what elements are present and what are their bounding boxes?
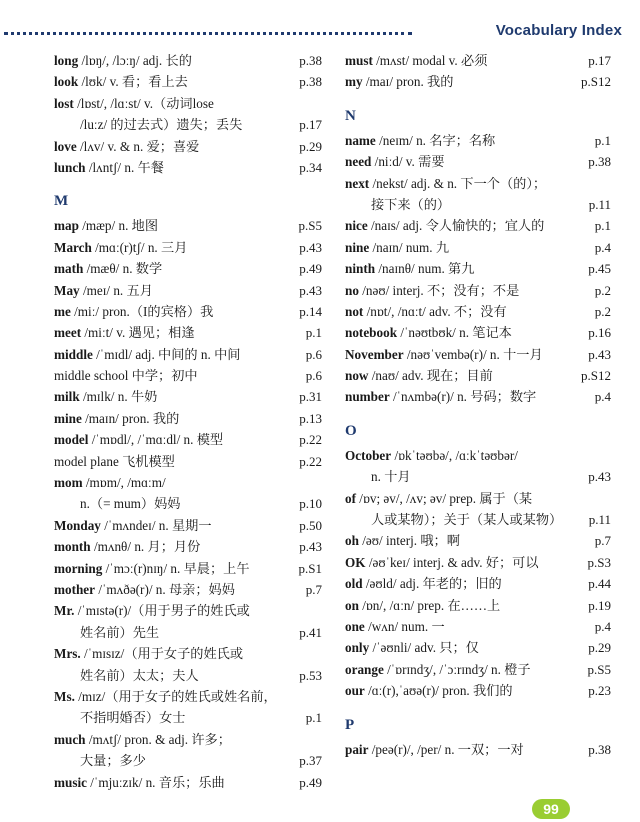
page-ref: p.1 [594, 218, 611, 234]
definition: /maɪn/ pron. 我的 [81, 410, 180, 426]
headword: pair [345, 741, 369, 757]
definition: /ˈmʌðə(r)/ n. 母亲；妈妈 [95, 581, 235, 597]
entry-continuation [345, 194, 611, 215]
definition-continued: 接下来（的） [371, 196, 451, 212]
definition: /mɪlk/ n. 牛奶 [79, 389, 158, 405]
headword: next [345, 175, 370, 191]
entry-line [54, 386, 322, 407]
vocab-entry [345, 616, 611, 637]
definition: /maɪ/ pron. 我的 [362, 74, 454, 90]
definition-continued: 人或某物）；关于（某人或某物） [371, 512, 563, 528]
vocab-entry [54, 429, 322, 450]
headword: look [54, 74, 79, 90]
entry-line [345, 680, 611, 701]
definition: /ɒn/, /ɑːn/ prep. 在……上 [358, 597, 501, 613]
page-ref: p.4 [594, 239, 611, 255]
entry-line [54, 71, 322, 92]
vocab-entry [345, 215, 611, 236]
headword: love [54, 138, 77, 154]
entry-line [54, 322, 322, 343]
definition-continued: n.（= mum）妈妈 [80, 496, 181, 512]
headword: only [345, 640, 370, 656]
definition: /lɒst/, /lɑːst/ v.（动词lose [73, 95, 214, 111]
left-column [54, 50, 322, 793]
headword: morning [54, 560, 103, 576]
vocab-entry [345, 488, 611, 531]
entry-line [345, 595, 611, 616]
entry-line [54, 536, 322, 557]
entry-line [54, 451, 322, 472]
vocab-entry [54, 344, 322, 365]
entry-line [54, 472, 322, 493]
headword: one [345, 618, 365, 634]
letter-heading: O [345, 422, 357, 439]
definition-continued: n. 十月 [371, 469, 411, 485]
entry-line [345, 386, 611, 407]
page-ref: p.4 [594, 618, 611, 634]
page-ref: p.S1 [298, 560, 322, 576]
headword: May [54, 282, 80, 298]
vocab-entry [345, 151, 611, 172]
vocab-entry [54, 558, 322, 579]
vocab-entry [345, 386, 611, 407]
vocab-entry [345, 530, 611, 551]
headword: middle school [54, 368, 129, 384]
headword: Mr. [54, 603, 75, 619]
page-ref: p.S5 [298, 218, 322, 234]
vocab-entry [345, 301, 611, 322]
page-ref: p.11 [588, 196, 611, 212]
headword: month [54, 539, 91, 555]
page-ref: p.22 [299, 432, 322, 448]
vocab-entry [54, 280, 322, 301]
letter-heading: M [54, 193, 69, 210]
definition: /naɪnθ/ num. 第九 [375, 261, 475, 277]
entry-line [54, 686, 322, 707]
vocab-entry [345, 50, 611, 71]
headword: orange [345, 661, 384, 677]
entry-line [345, 616, 611, 637]
headword: lost [54, 95, 74, 111]
entry-continuation [54, 750, 322, 771]
definition-continued: 姓名前）太太；夫人 [80, 667, 199, 683]
definition: 飞机模型 [118, 453, 175, 469]
page-ref: p.22 [299, 453, 322, 469]
vocab-entry [54, 408, 322, 429]
entry-line [345, 659, 611, 680]
vocab-entry [345, 595, 611, 616]
headword: mother [54, 581, 96, 597]
vocab-entry [345, 173, 611, 216]
page-ref: p.6 [305, 368, 322, 384]
entry-line [345, 237, 611, 258]
page-ref: p.1 [594, 132, 611, 148]
headword: music [54, 774, 87, 790]
definition: /ˈəʊnli/ adv. 只；仅 [369, 640, 479, 656]
page-ref: p.44 [588, 576, 611, 592]
definition: /əʊld/ adj. 年老的；旧的 [362, 576, 502, 592]
page-ref: p.41 [299, 624, 322, 640]
definition: 中学；初中 [128, 368, 198, 384]
page-ref: p.10 [299, 496, 322, 512]
definition: /meɪ/ n. 五月 [79, 282, 153, 298]
page-ref: p.29 [588, 640, 611, 656]
entry-line [345, 344, 611, 365]
page-ref: p.S5 [587, 661, 611, 677]
definition: /niːd/ v. 需要 [371, 154, 445, 170]
definition: /miːt/ v. 遇见；相逢 [81, 325, 195, 341]
definition: /mʌtʃ/ pron. & adj. 许多； [85, 731, 231, 747]
definition-continued: 姓名前）先生 [80, 624, 160, 640]
definition: /ˈmɪdl/ adj. 中间的 n. 中间 [92, 346, 241, 362]
entry-continuation [54, 665, 322, 686]
headword: October [345, 447, 392, 463]
page-ref: p.2 [594, 303, 611, 319]
vocab-entry [54, 237, 322, 258]
entry-line [345, 637, 611, 658]
page-ref: p.29 [299, 138, 322, 154]
page-ref: p.37 [299, 753, 322, 769]
headword: now [345, 368, 369, 384]
page-ref: p.4 [594, 389, 611, 405]
page-ref: p.45 [588, 261, 611, 277]
headword: name [345, 132, 376, 148]
vocab-entry [345, 130, 611, 151]
entry-line [54, 237, 322, 258]
entry-line [54, 50, 322, 71]
page-number-badge: 99 [532, 799, 570, 819]
entry-line [54, 136, 322, 157]
page-ref: p.49 [299, 774, 322, 790]
entry-line [345, 322, 611, 343]
entry-line [345, 739, 611, 760]
page-ref: p.17 [588, 53, 611, 68]
vocab-entry [345, 573, 611, 594]
vocab-entry [54, 157, 322, 178]
entry-line [54, 93, 322, 114]
entry-line [54, 429, 322, 450]
page-ref: p.1 [305, 710, 322, 726]
vocab-entry [54, 600, 322, 643]
definition: /naɪn/ num. 九 [369, 239, 450, 255]
definition: /ˈmɒdl/, /ˈmɑːdl/ n. 模型 [88, 432, 224, 448]
vocab-entry [345, 344, 611, 365]
entry-continuation [54, 114, 322, 135]
vocab-entry [54, 579, 322, 600]
vocab-entry [54, 472, 322, 515]
vocab-entry [345, 637, 611, 658]
vocab-entry [54, 322, 322, 343]
headword: Ms. [54, 688, 75, 704]
definition: /mɪz/（用于女子的姓氏或姓名前， [74, 688, 277, 704]
page-ref: p.6 [305, 346, 322, 362]
entry-line [54, 365, 322, 386]
definition: /neɪm/ n. 名字；名称 [375, 132, 496, 148]
headword: map [54, 218, 79, 234]
definition: /nekst/ adj. & n. 下一个（的）； [369, 175, 547, 191]
definition: /lɒŋ/, /lɔːŋ/ adj. 长的 [78, 53, 192, 68]
headword: ninth [345, 261, 376, 277]
headword: our [345, 683, 365, 699]
section-title: Vocabulary Index [495, 22, 622, 39]
entry-line [345, 530, 611, 551]
entry-line [345, 50, 611, 71]
definition: /peə(r)/, /per/ n. 一双；一对 [368, 741, 524, 757]
headword: long [54, 53, 79, 68]
entry-line [345, 573, 611, 594]
page-ref: p.34 [299, 159, 322, 175]
page-ref: p.43 [588, 346, 611, 362]
definition: /lʌntʃ/ n. 午餐 [85, 159, 164, 175]
headword: Monday [54, 517, 101, 533]
headword: my [345, 74, 363, 90]
page-ref: p.43 [588, 469, 611, 485]
vocab-entry [345, 659, 611, 680]
headword: must [345, 53, 373, 68]
entry-line [345, 365, 611, 386]
page-ref: p.49 [299, 261, 322, 277]
vocab-entry [54, 729, 322, 772]
definition: /lʊk/ v. 看；看上去 [78, 74, 188, 90]
right-column [345, 50, 611, 760]
vocab-entry [54, 215, 322, 236]
entry-line [54, 157, 322, 178]
definition: /ˈnəʊtbʊk/ n. 笔记本 [397, 325, 512, 341]
entry-continuation [54, 493, 322, 514]
definition: /əʊ/ interj. 哦；啊 [358, 533, 460, 549]
page-ref: p.38 [588, 741, 611, 757]
vocab-entry [54, 301, 322, 322]
definition: /ˈɒrɪndʒ/, /ˈɔːrɪndʒ/ n. 橙子 [383, 661, 531, 677]
page-ref: p.7 [305, 581, 322, 597]
entry-line [54, 344, 322, 365]
page-ref: p.43 [299, 282, 322, 298]
vocab-entry [54, 258, 322, 279]
vocab-entry [345, 365, 611, 386]
vocab-entry [54, 365, 322, 386]
entry-line [345, 488, 611, 509]
entry-line [345, 215, 611, 236]
vocab-entry [54, 50, 322, 71]
page-ref: p.43 [299, 239, 322, 255]
entry-line [345, 173, 611, 194]
definition: /mʌst/ modal v. 必须 [372, 53, 488, 68]
headword: number [345, 389, 390, 405]
vocab-entry [54, 71, 322, 92]
headword: not [345, 303, 364, 319]
headword: nice [345, 218, 368, 234]
page-ref: p.S12 [581, 368, 611, 384]
entry-line [54, 729, 322, 750]
definition-continued: 不指明婚否）女士 [80, 710, 186, 726]
definition: /ˈmɪsɪz/（用于女子的姓氏或 [80, 646, 244, 662]
page-ref: p.17 [299, 117, 322, 133]
entry-line [54, 643, 322, 664]
entry-line [54, 600, 322, 621]
definition: /ˈmjuːzɪk/ n. 音乐；乐曲 [86, 774, 225, 790]
vocab-entry [345, 552, 611, 573]
headword: need [345, 154, 372, 170]
page-ref: p.50 [299, 517, 322, 533]
entry-line [54, 408, 322, 429]
headword: mine [54, 410, 82, 426]
headword: mom [54, 475, 83, 491]
page-ref: p.38 [588, 154, 611, 170]
headword: me [54, 303, 71, 319]
headword: model [54, 432, 89, 448]
entry-continuation [54, 707, 322, 728]
headword: middle [54, 346, 93, 362]
entry-line [54, 558, 322, 579]
page-ref: p.2 [594, 282, 611, 298]
entry-continuation [345, 509, 611, 530]
headword: on [345, 597, 359, 613]
definition: /mɒm/, /mɑːm/ [82, 475, 166, 491]
headword: November [345, 346, 404, 362]
entry-line [345, 445, 611, 466]
definition: /ɒkˈtəʊbə/, /ɑːkˈtəʊbər/ [391, 447, 518, 463]
definition: /mʌnθ/ n. 月；月份 [90, 539, 201, 555]
headword: Mrs. [54, 646, 81, 662]
vocab-entry [345, 237, 611, 258]
vocab-entry [54, 536, 322, 557]
page-header [0, 22, 640, 44]
entry-line [54, 579, 322, 600]
vocab-entry [54, 515, 322, 536]
letter-heading: P [345, 716, 355, 733]
entry-line [54, 258, 322, 279]
definition: /lʌv/ v. & n. 爱；喜爱 [76, 138, 200, 154]
headword: model plane [54, 453, 119, 469]
entry-line [54, 280, 322, 301]
vocab-entry [345, 680, 611, 701]
headword: meet [54, 325, 82, 341]
entry-line [54, 772, 322, 793]
entry-continuation [54, 622, 322, 643]
definition: /ɑː(r),ˈaʊə(r)/ pron. 我们的 [364, 683, 513, 699]
page-ref: p.38 [299, 74, 322, 90]
definition: /əʊˈkeɪ/ interj. & adv. 好；可以 [365, 554, 539, 570]
definition: /ˈnʌmbə(r)/ n. 号码；数字 [389, 389, 537, 405]
definition-continued: 大量；多少 [80, 753, 146, 769]
vocab-entry [54, 643, 322, 686]
page-ref: p.23 [588, 683, 611, 699]
page-ref: p.31 [299, 389, 322, 405]
headword: lunch [54, 159, 86, 175]
vocab-entry [345, 258, 611, 279]
headword: notebook [345, 325, 398, 341]
definition: /nəʊ/ interj. 不；没有；不是 [358, 282, 520, 298]
vocab-entry [345, 322, 611, 343]
page-ref: p.7 [594, 533, 611, 549]
vocab-entry [345, 739, 611, 760]
page-ref: p.S12 [581, 74, 611, 90]
page-ref: p.16 [588, 325, 611, 341]
page-ref: p.19 [588, 597, 611, 613]
vocab-entry [54, 686, 322, 729]
headword: nine [345, 239, 370, 255]
definition: /ˈmɪstə(r)/（用于男子的姓氏或 [74, 603, 250, 619]
page-ref: p.11 [588, 512, 611, 528]
definition: /nəʊˈvembə(r)/ n. 十一月 [403, 346, 543, 362]
definition: /ˈmɔː(r)nɪŋ/ n. 早晨；上午 [102, 560, 250, 576]
definition: /miː/ pron.（I的宾格）我 [70, 303, 214, 319]
vocab-entry [54, 136, 322, 157]
definition: /wʌn/ num. 一 [364, 618, 445, 634]
definition: /naɪs/ adj. 令人愉快的；宜人的 [367, 218, 545, 234]
vocab-entry [54, 451, 322, 472]
entry-line [345, 71, 611, 92]
vocab-entry [345, 280, 611, 301]
definition: /mæp/ n. 地图 [78, 218, 159, 234]
dotted-rule [4, 32, 412, 35]
headword: oh [345, 533, 359, 549]
headword: much [54, 731, 86, 747]
entry-line [345, 552, 611, 573]
entry-line [345, 301, 611, 322]
vocab-entry [345, 445, 611, 488]
definition: /ɒv; əv/, /ʌv; əv/ prep. 属于（某 [356, 490, 533, 506]
page-ref: p.53 [299, 667, 322, 683]
definition: /ˈmʌndeɪ/ n. 星期一 [100, 517, 212, 533]
headword: no [345, 282, 359, 298]
page-ref: p.43 [299, 539, 322, 555]
definition: /nɒt/, /nɑːt/ adv. 不；没有 [363, 303, 507, 319]
vocab-entry [54, 93, 322, 136]
headword: March [54, 239, 92, 255]
headword: OK [345, 554, 366, 570]
definition: /mæθ/ n. 数学 [83, 261, 163, 277]
letter-heading: N [345, 107, 356, 124]
entry-line [54, 215, 322, 236]
entry-line [345, 280, 611, 301]
page-ref: p.38 [299, 53, 322, 68]
page-ref: p.1 [305, 325, 322, 341]
vocab-entry [54, 386, 322, 407]
entry-line [345, 258, 611, 279]
definition-continued: /luːz/ 的过去式）遗失；丢失 [80, 117, 243, 133]
headword: math [54, 261, 84, 277]
headword: old [345, 576, 363, 592]
entry-continuation [345, 466, 611, 487]
vocab-entry [54, 772, 322, 793]
page-ref: p.13 [299, 410, 322, 426]
page-ref: p.14 [299, 303, 322, 319]
headword: milk [54, 389, 80, 405]
definition: /naʊ/ adv. 现在；目前 [368, 368, 493, 384]
entry-line [54, 515, 322, 536]
page-ref: p.S3 [587, 554, 611, 570]
entry-line [345, 130, 611, 151]
headword: of [345, 490, 356, 506]
definition: /mɑː(r)tʃ/ n. 三月 [91, 239, 188, 255]
vocab-entry [345, 71, 611, 92]
entry-line [345, 151, 611, 172]
entry-line [54, 301, 322, 322]
